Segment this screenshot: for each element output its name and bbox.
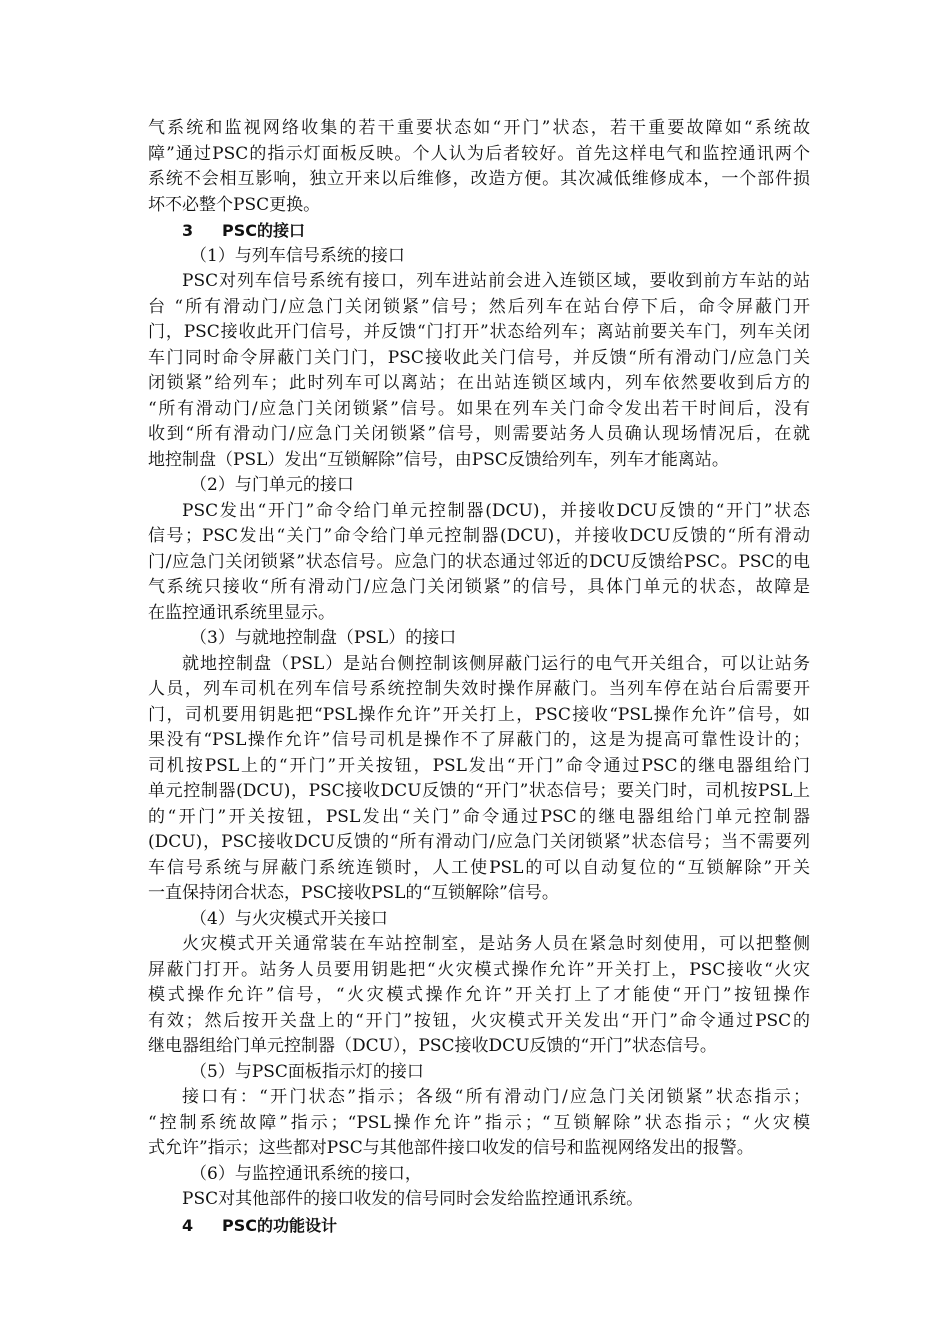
paragraph-line: 系统不会相互影响，独立开来以后维修，改造方便。其次减低维修成本，一个部件损 bbox=[148, 169, 810, 189]
paragraph-line: 人员，列车司机在列车信号系统控制失效时操作屏蔽门。当列车停在站台后需要开 bbox=[148, 679, 810, 699]
section-number: 4 bbox=[182, 1215, 194, 1235]
subsection-heading: （5）与PSC面板指示灯的接口 bbox=[190, 1061, 424, 1082]
subsection-heading: （6）与监控通讯系统的接口， bbox=[190, 1163, 422, 1184]
paragraph-line: 在监控通讯系统里显示。 bbox=[148, 602, 335, 623]
paragraph-line: 门，PSC接收此开门信号，并反馈“门打开”状态给列车；离站前要关车门，列车关闭 bbox=[148, 322, 810, 342]
paragraph-line: 收到“所有滑动门/应急门关闭锁紧”信号，则需要站务人员确认现场情况后，在就 bbox=[148, 424, 810, 444]
section-heading bbox=[148, 218, 810, 244]
paragraph-line: 台 “所有滑动门/应急门关闭锁紧”信号；然后列车在站台停下后，命令屏蔽门开 bbox=[148, 296, 810, 317]
paragraph-line: “所有滑动门/应急门关闭锁紧”信号。如果在列车关门命令发出若干时间后，没有 bbox=[148, 398, 810, 419]
paragraph-line: PSC对列车信号系统有接口，列车进站前会进入连锁区域，要收到前方车站的站 bbox=[182, 271, 810, 291]
paragraph-line: 屏蔽门打开。站务人员要用钥匙把“火灾模式操作允许”开关打上，PSC接收“火灾 bbox=[148, 959, 810, 980]
paragraph-line: 继电器组给门单元控制器（DCU），PSC接收DCU反馈的“开门”状态信号。 bbox=[148, 1036, 717, 1056]
paragraph-line: 气系统和监视网络收集的若干重要状态如“开门”状态，若干重要故障如“系统故 bbox=[148, 118, 810, 138]
paragraph-line: 车门同时命令屏蔽门关门门，PSC接收此关门信号，并反馈“所有滑动门/应急门关 bbox=[148, 347, 810, 368]
paragraph-line: 的“开门”开关按钮，PSL发出“关门”命令通过PSC的继电器组给门单元控制器 bbox=[148, 806, 810, 827]
paragraph-line: PSC对其他部件的接口收发的信号同时会发给监控通讯系统。 bbox=[182, 1189, 644, 1209]
paragraph-line: PSC发出“开门”命令给门单元控制器(DCU)，并接收DCU反馈的“开门”状态 bbox=[182, 500, 810, 521]
paragraph-line: 气系统只接收“所有滑动门/应急门关闭锁紧”的信号，具体门单元的状态，故障是 bbox=[148, 577, 810, 597]
paragraph-line: 司机按PSL上的“开门”开关按钮，PSL发出“开门”命令通过PSC的继电器组给门 bbox=[148, 755, 810, 776]
paragraph-line: 有效；然后按开关盘上的“开门”按钮，火灾模式开关发出“开门”命令通过PSC的 bbox=[148, 1010, 810, 1031]
paragraph-line: 地控制盘（PSL）发出“互锁解除”信号，由PSC反馈给列车，列车才能离站。 bbox=[148, 449, 729, 470]
subsection-heading: （4）与火灾模式开关接口 bbox=[190, 908, 388, 929]
paragraph-line: 闭锁紧”给列车；此时列车可以离站；在出站连锁区域内，列车依然要收到后方的 bbox=[148, 373, 810, 393]
paragraph-line: “控制系统故障”指示；“PSL操作允许”指示；“互锁解除”状态指示；“火灾模 bbox=[148, 1112, 810, 1133]
paragraph-line: 车信号系统与屏蔽门系统连锁时，人工使PSL的可以自动复位的“互锁解除”开关 bbox=[148, 857, 810, 878]
paragraph-line: 接口有：“开门状态”指示；各级“所有滑动门/应急门关闭锁紧”状态指示； bbox=[182, 1087, 810, 1107]
subsection-heading: （1）与列车信号系统的接口 bbox=[190, 245, 405, 266]
paragraph-line: (DCU)，PSC接收DCU反馈的“所有滑动门/应急门关闭锁紧”状态信号；当不需要列 bbox=[148, 832, 810, 852]
paragraph-line: 坏不必整个PSC更换。 bbox=[148, 194, 321, 215]
paragraph-line: 就地控制盘（PSL）是站台侧控制该侧屏蔽门运行的电气开关组合，可以让站务 bbox=[182, 653, 810, 674]
subsection-heading: （2）与门单元的接口 bbox=[190, 475, 354, 495]
paragraph-line: 信号；PSC发出“关门”命令给门单元控制器(DCU)，并接收DCU反馈的“所有滑动 bbox=[148, 526, 810, 546]
document-body bbox=[148, 116, 810, 1238]
paragraph-line: 单元控制器(DCU)，PSC接收DCU反馈的“开门”状态信号；要关门时，司机按PSL上 bbox=[148, 781, 810, 801]
paragraph-line: 障”通过PSC的指示灯面板反映。个人认为后者较好。首先这样电气和监控通讯两个 bbox=[148, 143, 810, 164]
paragraph-line: 模式操作允许”信号，“火灾模式操作允许”开关打上了才能使“开门”按钮操作 bbox=[148, 985, 810, 1005]
section-title: PSC的接口 bbox=[222, 221, 305, 240]
paragraph-line: 门/应急门关闭锁紧”状态信号。应急门的状态通过邻近的DCU反馈给PSC。PSC的电 bbox=[148, 551, 810, 572]
section-heading bbox=[148, 1213, 810, 1239]
section-title: PSC的功能设计 bbox=[222, 1215, 337, 1235]
paragraph-line: 火灾模式开关通常装在车站控制室，是站务人员在紧急时刻使用，可以把整侧 bbox=[182, 934, 810, 954]
paragraph-line: 门，司机要用钥匙把“PSL操作允许”开关打上，PSC接收“PSL操作允许”信号，如 bbox=[148, 704, 810, 725]
subsection-heading: （3）与就地控制盘（PSL）的接口 bbox=[190, 628, 457, 648]
paragraph-line: 式允许”指示；这些都对PSC与其他部件接口收发的信号和监视网络发出的报警。 bbox=[148, 1138, 754, 1158]
paragraph-line: 一直保持闭合状态，PSC接收PSL的“互锁解除”信号。 bbox=[148, 883, 559, 903]
section-number: 3 bbox=[182, 221, 194, 240]
paragraph-line: 果没有“PSL操作允许”信号司机是操作不了屏蔽门的，这是为提高可靠性设计的； bbox=[148, 730, 810, 750]
